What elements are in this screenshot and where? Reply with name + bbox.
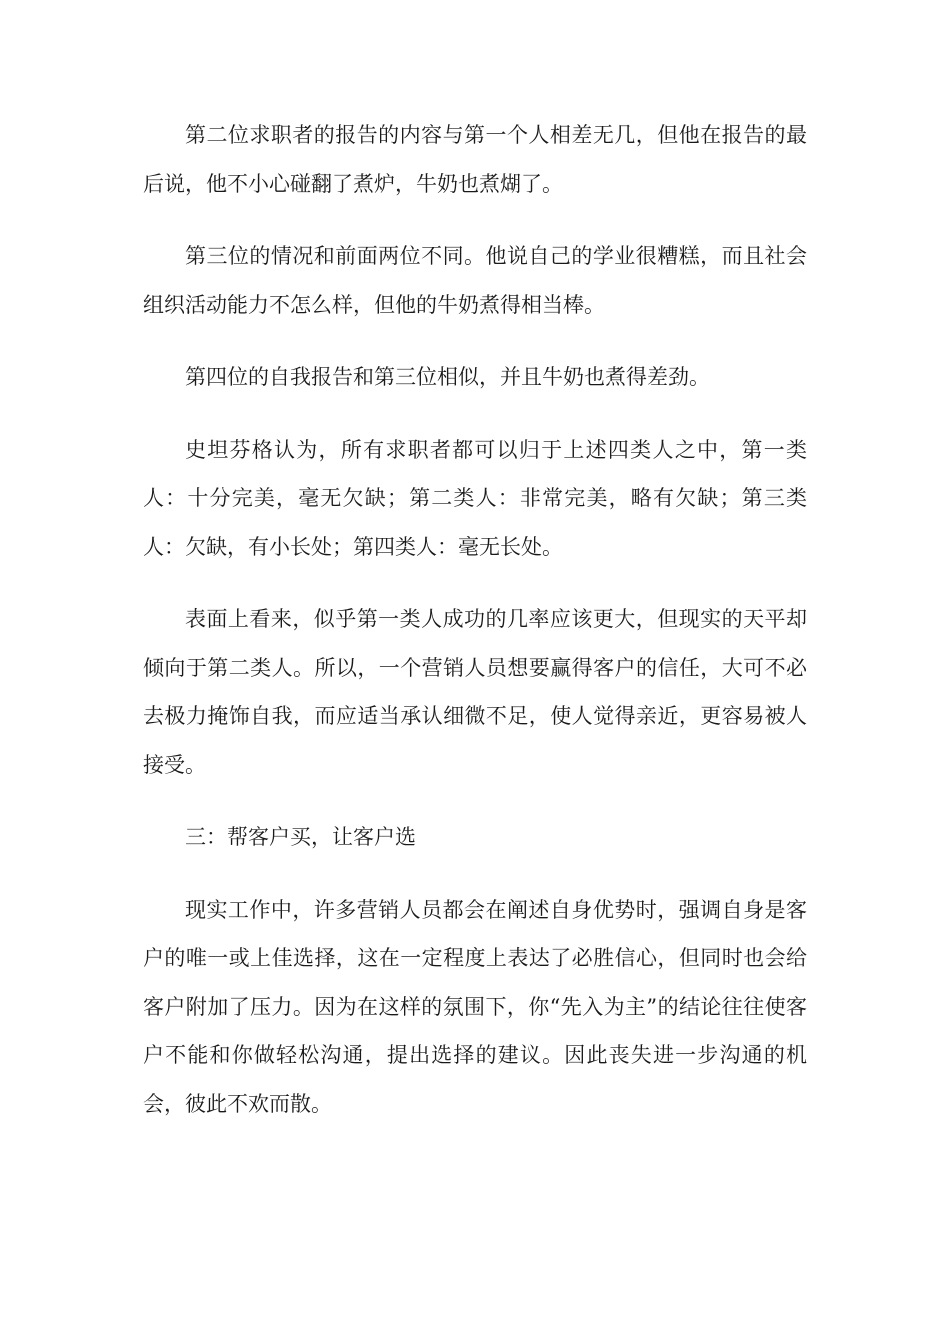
paragraph-second-applicant: 第二位求职者的报告的内容与第一个人相差无几，但他在报告的最后说，他不小心碰翻了煮炉，牛奶也煮煳了。 — [143, 123, 807, 196]
paragraph-closing: 现实工作中，许多营销人员都会在阐述自身优势时，强调自身是客户的唯一或上佳选择，这在一定程度上表达了必胜信心，但同时也会给客户附加了压力。因为在这样的氛围下，你“先入为主”的结论往往使客户不能和你做轻松沟通，提出选择的建议。因此丧失进一步沟通的机会，彼此不欢而散。 — [143, 897, 807, 1116]
paragraph-third-applicant: 第三位的情况和前面两位不同。他说自己的学业很糟糕，而且社会组织活动能力不怎么样，但他的牛奶煮得相当棒。 — [143, 244, 807, 317]
section-heading: 三：帮客户买，让客户选 — [185, 825, 416, 849]
document-body — [143, 111, 807, 1152]
paragraph-four-types: 史坦芬格认为，所有求职者都可以归于上述四类人之中，第一类人：十分完美，毫无欠缺；第二类人：非常完美，略有欠缺；第三类人：欠缺，有小长处；第四类人：毫无长处。 — [143, 437, 807, 559]
paragraph-second-type-advantage: 表面上看来，似乎第一类人成功的几率应该更大，但现实的天平却倾向于第二类人。所以，一个营销人员想要赢得客户的信任，大可不必去极力掩饰自我，而应适当承认细微不足，使人觉得亲近，更容易被人接受。 — [143, 607, 807, 777]
paragraph-fourth-applicant: 第四位的自我报告和第三位相似，并且牛奶也煮得差劲。 — [185, 365, 710, 389]
